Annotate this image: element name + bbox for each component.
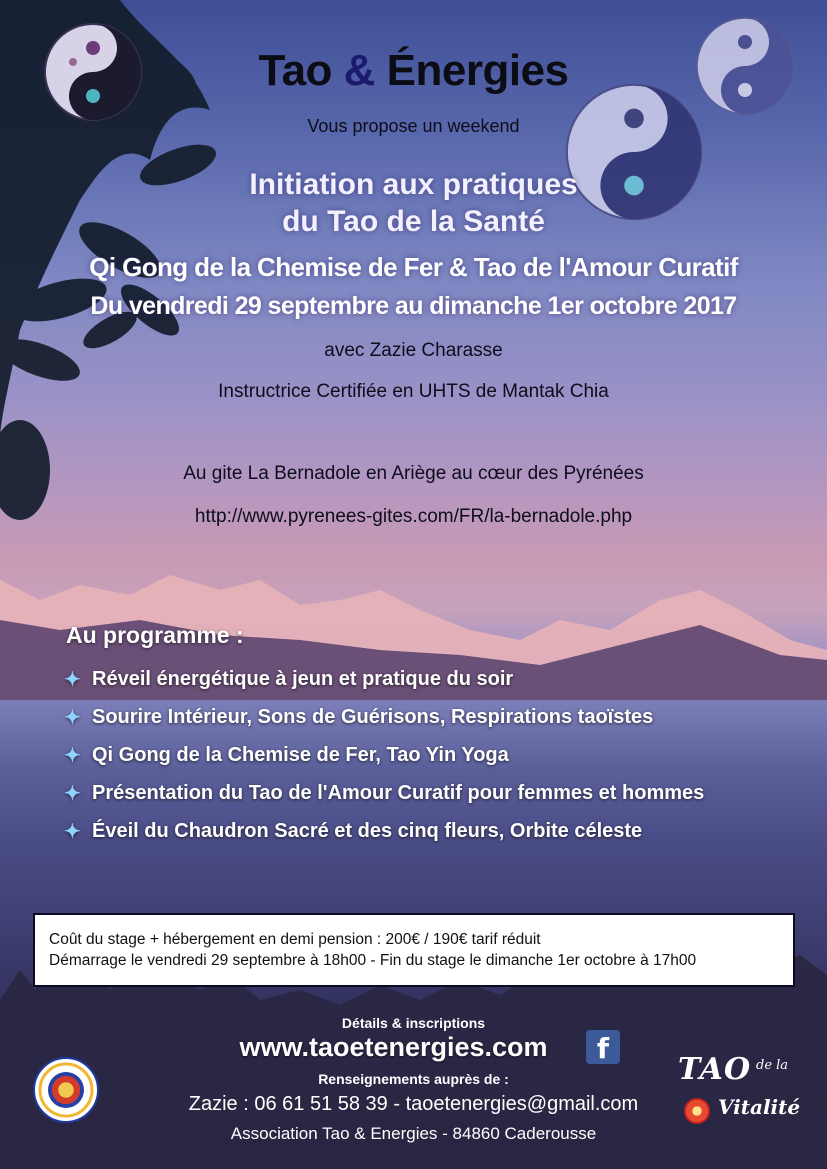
program-item-text: Éveil du Chaudron Sacré et des cinq fleurs, Orbite céleste	[92, 819, 643, 842]
program-item	[64, 812, 704, 850]
subtitle: Vous propose un weekend	[307, 116, 520, 136]
venue-text: Au gite La Bernadole en Ariège au cœur des Pyrénées	[183, 463, 644, 484]
tao-logo-de: de la	[756, 1058, 789, 1073]
program-item	[64, 774, 704, 812]
star-bullet-icon: ✦	[64, 706, 81, 729]
contact-line: Zazie : 06 61 51 58 39 - taoetenergies@gmail.com	[188, 1093, 639, 1115]
info-label: Renseignements auprès de :	[318, 1071, 509, 1087]
tao-logo-vitalite: Vitalité	[718, 1095, 801, 1119]
program-title: Au programme :	[66, 622, 244, 648]
program-item	[64, 736, 704, 774]
pricing-box	[33, 913, 795, 987]
program-item	[64, 660, 704, 698]
association-line: Association Tao & Energies - 84860 Caderousse	[230, 1124, 597, 1143]
program-item-text: Réveil énergétique à jeun et pratique du soir	[92, 667, 514, 690]
pricing-cost: Coût du stage + hébergement en demi pension : 200€ / 190€ tarif réduit	[49, 931, 541, 948]
star-bullet-icon: ✦	[64, 820, 81, 843]
website-link[interactable]: www.taoetenergies.com	[239, 1032, 548, 1062]
sun-emblem-icon	[684, 1098, 710, 1124]
logo-center-icon	[48, 1072, 84, 1108]
venue-link[interactable]: http://www.pyrenees-gites.com/FR/la-bernadole.php	[194, 506, 633, 527]
program-item-text: Présentation du Tao de l'Amour Curatif pour femmes et hommes	[92, 781, 705, 804]
program-item	[64, 698, 704, 736]
brand-title	[0, 46, 827, 96]
brand-prefix: Tao	[258, 46, 344, 95]
pricing-schedule: Démarrage le vendredi 29 septembre à 18h00 - Fin du stage le dimanche 1er octobre à 17h00	[49, 952, 697, 969]
brand-suffix: Énergies	[374, 46, 569, 95]
teacher-title: Instructrice Certifiée en UHTS de Mantak Chia	[218, 381, 609, 402]
event-topic: Qi Gong de la Chemise de Fer & Tao de l'Amour Curatif	[89, 252, 738, 282]
universal-healing-tao-logo-icon	[33, 1057, 99, 1123]
event-title-line1: Initiation aux pratiques	[249, 168, 578, 201]
program-list	[64, 660, 704, 850]
star-bullet-icon: ✦	[64, 668, 81, 691]
star-bullet-icon: ✦	[64, 782, 81, 805]
tao-vitalite-logo	[672, 1050, 812, 1136]
teacher-name: avec Zazie Charasse	[324, 340, 503, 361]
event-dates: Du vendredi 29 septembre au dimanche 1er octobre 2017	[90, 292, 737, 320]
star-bullet-icon: ✦	[64, 744, 81, 767]
program-item-text: Sourire Intérieur, Sons de Guérisons, Respirations taoïstes	[92, 705, 654, 728]
facebook-icon[interactable]: f	[586, 1030, 620, 1064]
brand-ampersand: &	[343, 46, 375, 95]
details-label: Détails & inscriptions	[341, 1015, 486, 1031]
tao-logo-word: TAO	[678, 1052, 752, 1087]
program-item-text: Qi Gong de la Chemise de Fer, Tao Yin Yoga	[92, 743, 509, 766]
event-title-line2: du Tao de la Santé	[282, 205, 545, 238]
